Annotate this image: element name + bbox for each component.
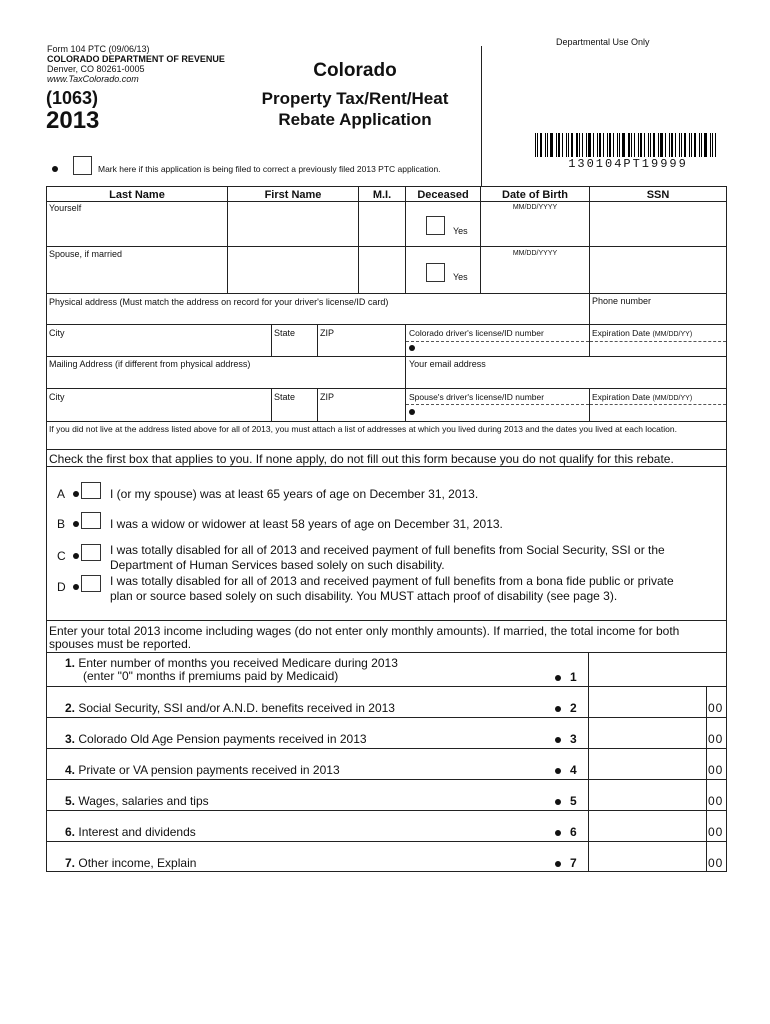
barcode-bar [622, 133, 625, 157]
barcode-bar [535, 133, 536, 157]
barcode-bar [671, 133, 673, 157]
barcode-bar [579, 133, 580, 157]
barcode-bar [715, 133, 716, 157]
income-line-3-dot [555, 737, 561, 743]
dept-address: Denver, CO 80261-0005 [47, 64, 145, 74]
col-deceased: Deceased [417, 189, 469, 201]
barcode-bar [582, 133, 583, 157]
option-d-dot [73, 584, 79, 590]
drivers-license-label: Colorado driver's license/ID number [409, 328, 544, 338]
barcode-bar [576, 133, 578, 157]
income-line-5-number: 5 [570, 794, 577, 808]
mailing-city-label: City [49, 392, 65, 402]
barcode-bar [537, 133, 538, 157]
barcode-bar [550, 133, 553, 157]
option-c-dot [73, 553, 79, 559]
barcode-bar [558, 133, 560, 157]
income-line-6-cents: 00 [708, 825, 724, 839]
phone-label: Phone number [592, 296, 652, 306]
barcode-bar [540, 133, 542, 157]
col-last-name: Last Name [109, 189, 165, 201]
income-heading: Enter your total 2013 income including wages (do not enter only monthly amounts). If married, the total income for both spouses must be reported. [49, 624, 680, 651]
barcode-bar [699, 133, 700, 157]
barcode-bar [593, 133, 594, 157]
option-d-letter: D [57, 580, 66, 594]
option-a-text: I (or my spouse) was at least 65 years of age on December 31, 2013. [110, 487, 479, 501]
dl-dot [409, 345, 415, 351]
option-c-checkbox[interactable] [81, 544, 101, 561]
option-a-dot [73, 491, 79, 497]
barcode-bar [588, 133, 591, 157]
barcode-bar [634, 133, 635, 157]
form-id: Form 104 PTC (09/06/13) [47, 44, 150, 54]
spouse-expiration-label: Expiration Date (MM/DD/YY) [592, 392, 693, 402]
dept-name: COLORADO DEPARTMENT OF REVENUE [47, 54, 225, 64]
income-line-5-text: 5. Wages, salaries and tips [65, 794, 209, 808]
barcode-bar [669, 133, 670, 157]
barcode-bar [644, 133, 645, 157]
income-line-1-number: 1 [570, 670, 577, 684]
form-code: (1063) [46, 88, 99, 108]
expiration-date-label: Expiration Date (MM/DD/YY) [592, 328, 693, 338]
barcode-bar [712, 133, 713, 157]
income-line-6-number: 6 [570, 825, 577, 839]
barcode-bar [556, 133, 557, 157]
income-line-5-cents: 00 [708, 794, 724, 808]
income-line-7-dot [555, 861, 561, 867]
barcode-bar [597, 133, 598, 157]
col-ssn: SSN [646, 189, 670, 201]
barcode-bar [681, 133, 682, 157]
physical-address-label: Physical address (Must match the address on record for your driver's license/ID card) [49, 297, 389, 307]
barcode-bar [660, 133, 663, 157]
option-d-checkbox[interactable] [81, 575, 101, 592]
income-line-3-text: 3. Colorado Old Age Pension payments received in 2013 [65, 732, 367, 746]
barcode-bar [691, 133, 692, 157]
income-line-4-text: 4. Private or VA pension payments received in 2013 [65, 763, 340, 777]
barcode-bar [617, 133, 618, 157]
barcode-bar [704, 133, 707, 157]
website: www.TaxColorado.com [47, 74, 139, 84]
option-b-dot [73, 521, 79, 527]
col-first-name: First Name [264, 189, 322, 201]
barcode-bar [586, 133, 587, 157]
barcode-bar [562, 133, 563, 157]
income-line-3-number: 3 [570, 732, 577, 746]
departmental-use-label: Departmental Use Only [556, 37, 650, 47]
barcode-bar [545, 133, 546, 157]
income-line-7-number: 7 [570, 856, 577, 870]
barcode-bar [631, 133, 632, 157]
tax-year: 2013 [46, 107, 100, 134]
option-a-letter: A [57, 487, 66, 501]
option-d-text: I was totally disabled for all of 2013 and received payment of full benefits from a bona fide public or private plan or source based solely on such disability. You MUST attach proof of disability (see page 3). [110, 574, 674, 603]
barcode-bar [547, 133, 548, 157]
spouse-label: Spouse, if married [49, 249, 123, 259]
barcode-bar [701, 133, 702, 157]
mailing-address-label: Mailing Address (if different from physical address) [49, 359, 251, 369]
barcode-bar [694, 133, 696, 157]
city-label: City [49, 328, 65, 338]
option-b-text: I was a widow or widower at least 58 years of age on December 31, 2013. [110, 517, 503, 531]
income-line-2-dot [555, 706, 561, 712]
amended-checkbox[interactable] [73, 156, 92, 175]
spouse-dob-format: MM/DD/YYYY [512, 250, 558, 257]
barcode-bar [648, 133, 649, 157]
option-c-letter: C [57, 549, 66, 563]
spouse-deceased-checkbox[interactable] [426, 263, 445, 282]
income-line-5-dot [555, 799, 561, 805]
mailing-state-label: State [274, 392, 296, 402]
col-dob: Date of Birth [502, 189, 568, 201]
income-line-7-text: 7. Other income, Explain [65, 856, 197, 870]
barcode-bar [599, 133, 601, 157]
barcode-bar [571, 133, 573, 157]
barcode-bar [710, 133, 711, 157]
income-line-6-dot [555, 830, 561, 836]
yourself-yes-label: Yes [453, 226, 468, 236]
barcode-bar [684, 133, 686, 157]
barcode-bar [653, 133, 655, 157]
barcode-bar [665, 133, 666, 157]
barcode-bar [603, 133, 604, 157]
barcode-bar [607, 133, 608, 157]
income-line-7-cents: 00 [708, 856, 724, 870]
zip-label: ZIP [320, 328, 335, 338]
yourself-deceased-checkbox[interactable] [426, 216, 445, 235]
option-a-checkbox[interactable] [81, 482, 101, 499]
barcode-bar [658, 133, 659, 157]
barcode-bar [613, 133, 614, 157]
col-mi: M.I. [372, 189, 392, 201]
amended-label: Mark here if this application is being filed to correct a previously filed 2013 PTC application. [98, 164, 441, 174]
barcode-bar [638, 133, 639, 157]
barcode-bar [566, 133, 567, 157]
option-b-letter: B [57, 517, 66, 531]
yourself-dob-format: MM/DD/YYYY [512, 204, 558, 211]
barcode-bar [568, 133, 569, 157]
option-b-checkbox[interactable] [81, 512, 101, 529]
barcode-bar [650, 133, 651, 157]
barcode-bar [675, 133, 676, 157]
spouse-yes-label: Yes [453, 272, 468, 282]
title-line2: Property Tax/Rent/Heat [261, 89, 449, 108]
income-line-1-text: 1. Enter number of months you received Medicare during 2013 (enter "0" months if premiums paid by Medicaid) [65, 656, 398, 683]
spouse-dl-dot [409, 409, 415, 415]
form-info [47, 44, 225, 84]
barcode-bar [689, 133, 690, 157]
barcode [535, 133, 721, 157]
barcode-bar [619, 133, 620, 157]
income-line-2-text: 2. Social Security, SSI and/or A.N.D. benefits received in 2013 [65, 701, 395, 715]
income-line-2-number: 2 [570, 701, 577, 715]
title-line3: Rebate Application [278, 110, 432, 129]
barcode-bar [609, 133, 611, 157]
income-line-6-text: 6. Interest and dividends [65, 825, 196, 839]
eligibility-heading: Check the first box that applies to you. If none apply, do not fill out this form because you do not qualify for this rebate. [49, 452, 674, 466]
barcode-bar [628, 133, 630, 157]
barcode-bar [679, 133, 680, 157]
title-colorado: Colorado [313, 60, 397, 81]
mailing-zip-label: ZIP [320, 392, 335, 402]
income-line-4-dot [555, 768, 561, 774]
income-line-3-cents: 00 [708, 732, 724, 746]
income-line-1-dot [555, 675, 561, 681]
email-label: Your email address [409, 359, 486, 369]
income-line-4-cents: 00 [708, 763, 724, 777]
yourself-label: Yourself [49, 203, 82, 213]
address-notice: If you did not live at the address listed above for all of 2013, you must attach a list of addresses at which you lived during 2013 and the dates you lived at each location. [49, 424, 677, 434]
spouse-dl-label: Spouse's driver's license/ID number [409, 392, 545, 402]
barcode-text: 130104PT19999 [568, 157, 688, 171]
option-c-text: I was totally disabled for all of 2013 and received payment of full benefits from Social Security, SSI or the Department of Human Services based solely on such disability. [110, 543, 665, 572]
barcode-bar [640, 133, 642, 157]
amended-dot [52, 166, 58, 172]
income-line-4-number: 4 [570, 763, 577, 777]
state-label: State [274, 328, 296, 338]
income-line-2-cents: 00 [708, 701, 724, 715]
header-divider [481, 46, 482, 186]
